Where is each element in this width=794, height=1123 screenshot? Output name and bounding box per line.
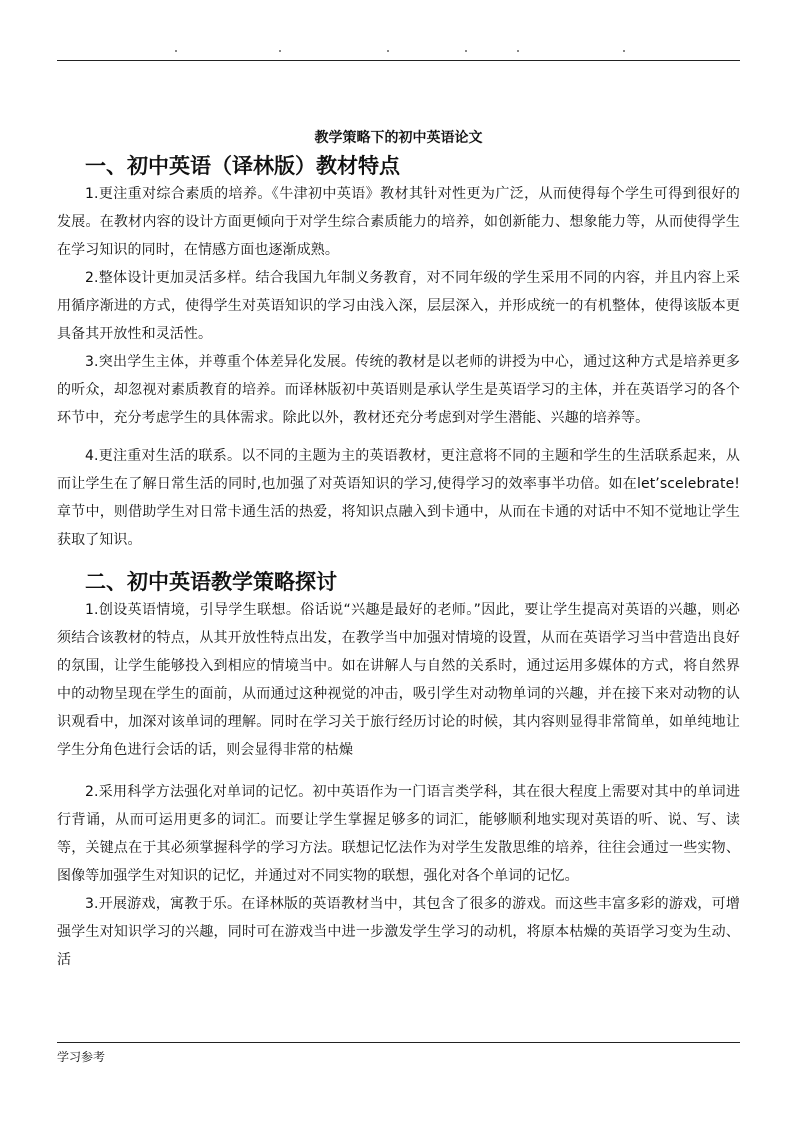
section-heading-2: 二、初中英语教学策略探讨 xyxy=(85,570,337,594)
section-heading-1: 一、初中英语（译林版）教材特点 xyxy=(85,154,400,178)
paragraph: 1.更注重对综合素质的培养。《牛津初中英语》教材其针对性更为广泛，从而使得每个学生可得到很好的发展。在教材内容的设计方面更倾向于对学生综合素质能力的培养，如创新能力、想象能力等，从而使得学生在学习知识的同时，在情感方面也逐渐成熟。 xyxy=(57,186,740,258)
footer-text: 学习参考 xyxy=(57,1050,106,1064)
paragraph: 2.采用科学方法强化对单词的记忆。初中英语作为一门语言类学科，其在很大程度上需要对其中的单词进行背诵，从而可运用更多的词汇。而要让学生掌握足够多的词汇，能够顺利地实现对英语的听、说、写、读等，关键点在于其必须掌握科学的学习方法。联想记忆法作为对学生发散思维的培养，往往会通过一些实物、图像等加强学生对知识的记忆，并通过对不同实物的联想，强化对各个单词的记忆。 xyxy=(57,784,740,884)
footer-rule xyxy=(57,1042,740,1043)
paragraph: 2.整体设计更加灵活多样。结合我国九年制义务教育，对不同年级的学生采用不同的内容，并且内容上采用循序渐进的方式，使得学生对英语知识的学习由浅入深，层层深入，并形成统一的有机整体，使得该版本更具备其开放性和灵活性。 xyxy=(57,270,740,342)
document-body xyxy=(57,124,740,974)
paragraph: 3.突出学生主体，并尊重个体差异化发展。传统的教材是以老师的讲授为中心，通过这种方式是培养更多的听众，却忽视对素质教育的培养。而译林版初中英语则是承认学生是英语学习的主体，并在英语学习的各个环节中，充分考虑学生的具体需求。除此以外，教材还充分考虑到对学生潜能、兴趣的培养等。 xyxy=(57,354,740,426)
page-title: 教学策略下的初中英语论文 xyxy=(314,130,483,146)
paragraph: 1.创设英语情境，引导学生联想。俗话说“兴趣是最好的老师。”因此，要让学生提高对英语的兴趣，则必须结合该教材的特点，从其开放性特点出发，在教学当中加强对情境的设置，从而在英语学习当中营造出良好的氛围，让学生能够投入到相应的情境当中。如在讲解人与自然的关系时，通过运用多媒体的方式，将自然界中的动物呈现在学生的面前，从而通过这种视觉的冲击，吸引学生对动物单词的兴趣，并在接下来对动物的认识观看中，加深对该单词的理解。同时在学习关于旅行经历讨论的时候，其内容则显得非常简单，如单纯地让学生分角色进行会话的话，则会显得非常的枯燥 xyxy=(57,602,740,758)
header-dots xyxy=(57,50,740,56)
paragraph: 3.开展游戏，寓教于乐。在译林版的英语教材当中，其包含了很多的游戏。而这些丰富多彩的游戏，可增强学生对知识学习的兴趣，同时可在游戏当中进一步激发学生学习的动机，将原本枯燥的英语学习变为生动、活 xyxy=(57,896,740,968)
header-rule xyxy=(57,60,740,61)
paragraph: 4.更注重对生活的联系。以不同的主题为主的英语教材，更注意将不同的主题和学生的生活联系起来，从而让学生在了解日常生活的同时,也加强了对英语知识的学习,使得学习的效率事半功倍。如在let’scelebrate!章节中，则借助学生对日常卡通生活的热爱，将知识点融入到卡通中，从而在卡通的对话中不知不觉地让学生获取了知识。 xyxy=(57,448,740,548)
